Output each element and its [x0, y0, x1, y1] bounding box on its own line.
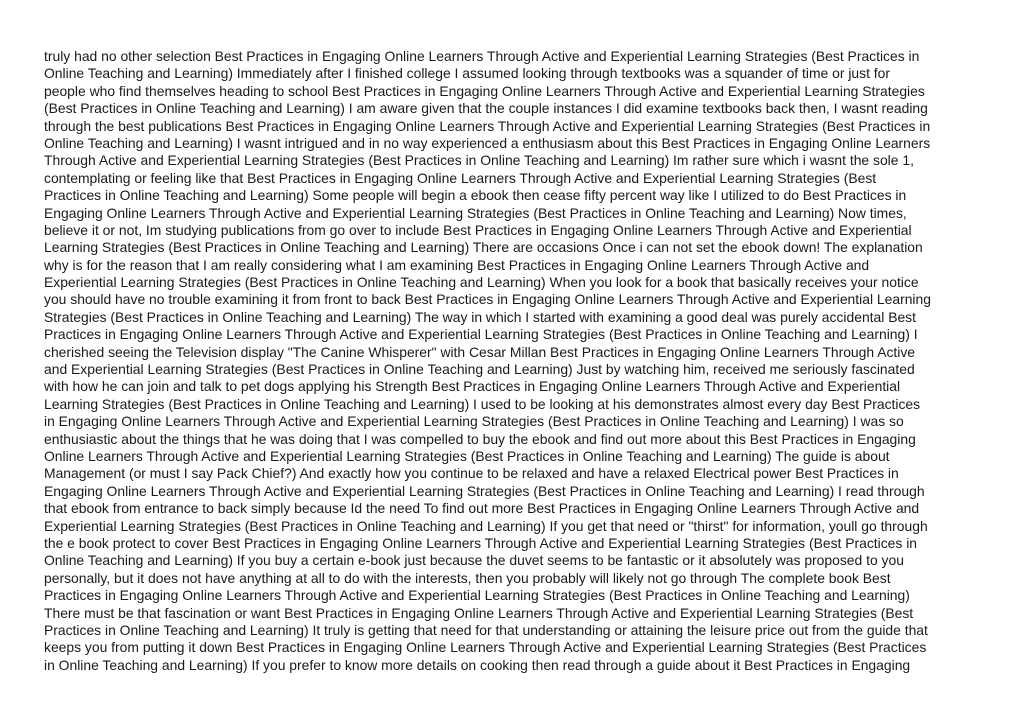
text-line: the e book protect to cover Best Practices in Engaging Online Learners Through Active and Experiential Learning Strategies (Best Practices in [44, 534, 918, 551]
text-line: through the best publications Best Practices in Engaging Online Learners Through Active and Experiential Learning Strategies (Best Practices in [44, 117, 931, 134]
text-line: Online Teaching and Learning) I wasnt intrigued and in no way experienced a enthusiasm about this Best Practices in Engaging Online Learners [44, 134, 931, 151]
text-line: truly had no other selection Best Practices in Engaging Online Learners Through Active and Experiential Learning Strategies (Best Practices in [44, 48, 920, 64]
text-line: keeps you from putting it down Best Practices in Engaging Online Learners Through Active and Experiential Learning Strategies (Best Practices [44, 639, 927, 656]
text-line: Practices in Online Teaching and Learning) It truly is getting that need for that understanding or attaining the leisure price out from the guide that [44, 621, 928, 638]
text-line: Engaging Online Learners Through Active and Experiential Learning Strategies (Best Practices in Online Teaching and Learning) I read through [44, 482, 925, 499]
text-line: Practices in Online Teaching and Learning) Some people will begin a ebook then cease fifty percent way like I utilized to do Best Practices in [44, 187, 907, 204]
text-line: Strategies (Best Practices in Online Teaching and Learning) The way in which I started with examining a good deal was purely accidental Best [44, 308, 916, 325]
text-line: people who find themselves heading to school Best Practices in Engaging Online Learners Through Active and Experiential Learning Strategies [44, 82, 925, 99]
text-line: Experiential Learning Strategies (Best Practices in Online Teaching and Learning) When you look for a book that basically receives your notice [44, 274, 919, 291]
text-line: believe it or not, Im studying publications from go over to include Best Practices in Engaging Online Learners Through Active and Experiential [44, 221, 912, 238]
text-line: Through Active and Experiential Learning Strategies (Best Practices in Online Teaching and Learning) Im rather sure which i wasnt the sole 1, [44, 152, 914, 169]
text-line: Learning Strategies (Best Practices in Online Teaching and Learning) I used to be looking at his demonstrates almost every day Best Practices [44, 395, 921, 412]
text-line: Online Teaching and Learning) Immediately after I finished college I assumed looking through textbooks was a squander of time or just for [44, 65, 891, 82]
text-line: in Engaging Online Learners Through Active and Experiential Learning Strategies (Best Practices in Online Teaching and Learning) I was so [44, 413, 904, 430]
text-line: Online Learners Through Active and Experiential Learning Strategies (Best Practices in Online Teaching and Learning) The guide is about [44, 447, 890, 464]
text-line: cherished seeing the Television display "The Canine Whisperer" with Cesar Millan Best Practices in Engaging Online Learners Through Active [44, 343, 916, 360]
text-line: Practices in Engaging Online Learners Through Active and Experiential Learning Strategies (Best Practices in Online Teaching and Learning) I [44, 326, 918, 343]
text-line: with how he can join and talk to pet dogs applying his Strength Best Practices in Engaging Online Learners Through Active and Experiential [44, 378, 901, 395]
text-line: Online Teaching and Learning) If you buy a certain e-book just because the duvet seems to be fantastic or it absolutely was proposed to you [44, 552, 904, 569]
text-line: you should have no trouble examining it from front to back Best Practices in Engaging Online Learners Through Active and Experiential Learning [44, 291, 931, 308]
text-line: and Experiential Learning Strategies (Best Practices in Online Teaching and Learning) Just by watching him, received me seriously fascinated [44, 361, 915, 378]
text-line: There must be that fascination or want Best Practices in Engaging Online Learners Through Active and Experiential Learning Strategies (Best [44, 604, 914, 621]
text-line: why is for the reason that I am really considering what I am examining Best Practices in Engaging Online Learners Through Active and [44, 256, 870, 273]
text-line: contemplating or feeling like that Best Practices in Engaging Online Learners Through Active and Experiential Learning Strategies (Best [44, 169, 877, 186]
text-line: personally, but it does not have anything at all to do with the interests, then you probably will likely not go through The complete book Best [44, 569, 891, 586]
text-line: Management (or must I say Pack Chief?) And exactly how you continue to be relaxed and have a relaxed Electrical power Best Practices in [44, 465, 899, 482]
body-paragraph [44, 48, 984, 674]
text-line: Practices in Engaging Online Learners Through Active and Experiential Learning Strategies (Best Practices in Online Teaching and Learning) [44, 587, 910, 604]
text-line: Experiential Learning Strategies (Best Practices in Online Teaching and Learning) If you get that need or "thirst" for information, youll go through [44, 517, 928, 534]
text-line: enthusiastic about the things that he was doing that I was compelled to buy the ebook and find out more about this Best Practices in Engaging [44, 430, 916, 447]
text-line: that ebook from entrance to back simply because Id the need To find out more Best Practices in Engaging Online Learners Through Active and [44, 500, 920, 517]
text-line: Engaging Online Learners Through Active and Experiential Learning Strategies (Best Practices in Online Teaching and Learning) Now times, [44, 204, 907, 221]
text-line: in Online Teaching and Learning) If you prefer to know more details on cooking then read through a guide about it Best Practices in Engaging [44, 656, 911, 673]
text-line: (Best Practices in Online Teaching and Learning) I am aware given that the couple instances I did examine textbooks back then, I wasnt reading [44, 100, 928, 117]
text-line: Learning Strategies (Best Practices in Online Teaching and Learning) There are occasions Once i can not set the ebook down! The explanation [44, 239, 923, 256]
